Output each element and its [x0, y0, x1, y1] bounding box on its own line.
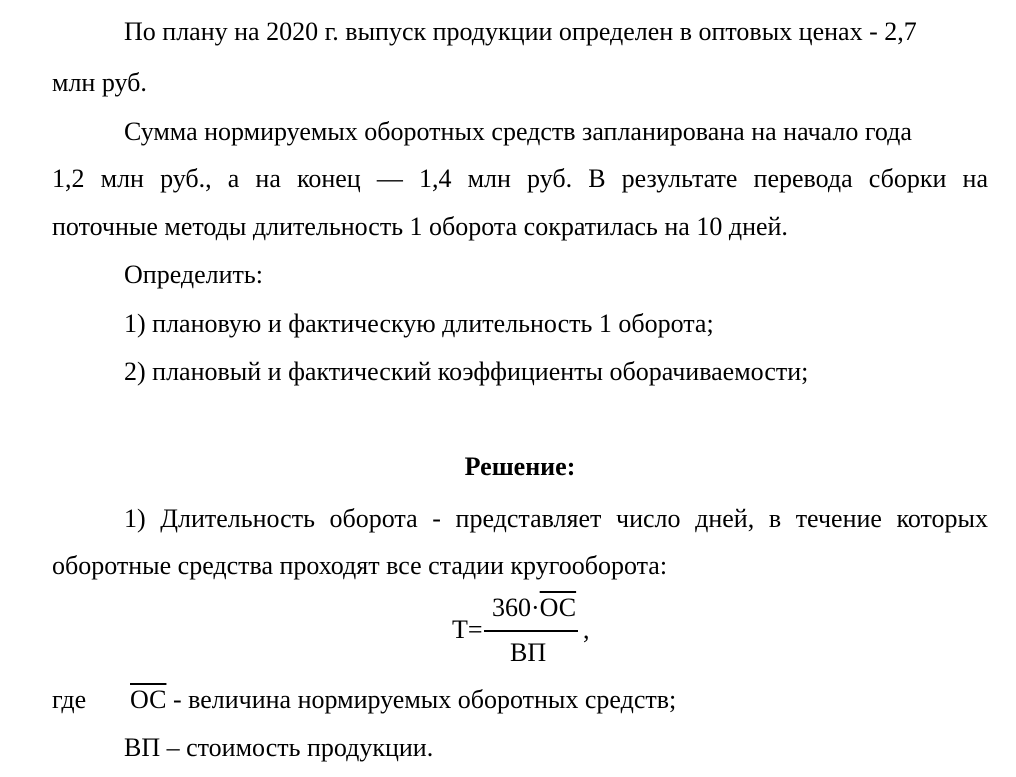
- solution-heading: Решение:: [464, 452, 576, 481]
- paragraph-plan-line-1: По плану на 2020 г. выпуск продукции определен в оптовых ценах - 2,7: [124, 17, 917, 46]
- formula-lhs: T=: [452, 615, 483, 644]
- paragraph-sum-line-1: Сумма нормируемых оборотных средств запланирована на начало года: [124, 117, 912, 146]
- formula-numerator-variable: ОС: [539, 593, 577, 622]
- list-item-2: 2) плановый и фактический коэффициенты оборачиваемости;: [124, 357, 809, 386]
- paragraph-plan-line-2: млн руб.: [52, 68, 147, 97]
- where-description: - величина нормируемых оборотных средств;: [172, 685, 677, 714]
- duration-formula: [452, 593, 652, 673]
- paragraph-sum-line-3: поточные методы длительность 1 оборота сократилась на 10 дней.: [52, 212, 788, 241]
- fraction-bar: [484, 630, 578, 632]
- where-definition: [130, 685, 676, 715]
- list-item-1: 1) плановую и фактическую длительность 1 оборота;: [124, 309, 714, 338]
- paragraph-duration-line-2: оборотные средства проходят все стадии кругооборота:: [52, 551, 668, 580]
- formula-numerator-number: 360·: [492, 593, 540, 622]
- where-label: где: [52, 685, 87, 714]
- where-variable: ОС: [130, 685, 167, 714]
- vp-definition: ВП – стоимость продукции.: [124, 733, 434, 762]
- paragraph-determine: Определить:: [124, 260, 263, 289]
- paragraph-duration-line-1: 1) Длительность оборота - представляет число дней, в течение которых: [124, 504, 988, 533]
- paragraph-sum-line-2: 1,2 млн руб., а на конец — 1,4 млн руб. В результате перевода сборки на: [52, 164, 988, 193]
- formula-denominator: ВП: [510, 638, 547, 667]
- formula-numerator: [492, 593, 576, 623]
- formula-trailing-comma: ,: [583, 615, 590, 644]
